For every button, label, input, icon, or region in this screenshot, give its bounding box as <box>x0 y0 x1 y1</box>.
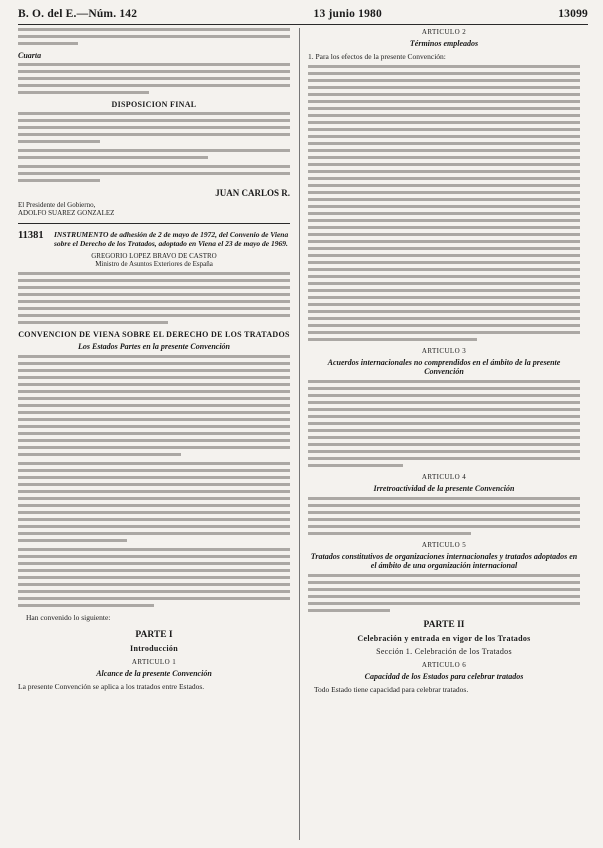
text-line <box>308 135 580 138</box>
text-line <box>308 107 580 110</box>
text-line <box>308 401 580 404</box>
text-line <box>308 387 580 390</box>
paragraph <box>18 63 290 94</box>
text-line <box>18 179 100 182</box>
convention-title: CONVENCION DE VIENA SOBRE EL DERECHO DE LOS TRATADOS <box>18 330 290 339</box>
text-line <box>308 275 580 278</box>
text-line <box>308 156 580 159</box>
text-line <box>308 128 580 131</box>
text-line <box>18 383 290 386</box>
text-line <box>18 604 154 607</box>
text-line <box>18 112 290 115</box>
text-line <box>308 205 580 208</box>
text-line <box>308 602 580 605</box>
entry-title: INSTRUMENTO de adhesión de 2 de mayo de 1972, del Convenio de Viena sobre el Derecho de los Tratados, adoptado en Viena el 23 de mayo de 1969. <box>54 230 289 248</box>
text-line <box>18 548 290 551</box>
paragraph <box>18 28 290 45</box>
article-6-title: Capacidad de los Estados para celebrar tratados <box>364 672 524 681</box>
publication-title: B. O. del E.—Núm. 142 <box>18 8 138 20</box>
text-line <box>308 609 390 612</box>
text-line <box>308 331 580 334</box>
text-line <box>18 518 290 521</box>
text-line <box>308 415 580 418</box>
minister-signature: El Presidente del Gobierno, ADOLFO SUAREZ GONZALEZ <box>18 201 115 217</box>
text-line <box>18 156 208 159</box>
text-line <box>308 525 580 528</box>
text-line <box>18 590 290 593</box>
text-line <box>308 380 580 383</box>
text-line <box>18 562 290 565</box>
text-line <box>18 390 290 393</box>
text-line <box>308 142 580 145</box>
text-line <box>308 198 580 201</box>
text-line <box>18 432 290 435</box>
instrument-entry <box>18 230 290 252</box>
text-line <box>18 504 290 507</box>
article-4-title: Irretroactividad de la presente Convención <box>373 484 515 493</box>
page-number: 13099 <box>558 8 588 20</box>
text-line <box>308 450 580 453</box>
text-line <box>308 324 580 327</box>
text-line <box>18 418 290 421</box>
text-line <box>18 42 78 45</box>
text-line <box>18 497 290 500</box>
text-line <box>308 268 580 271</box>
text-line <box>308 254 580 257</box>
text-line <box>308 296 580 299</box>
text-line <box>18 355 290 358</box>
text-line <box>308 65 580 68</box>
text-line <box>308 464 403 467</box>
king-signature: JUAN CARLOS R. <box>215 188 290 198</box>
column-divider <box>299 28 300 840</box>
text-line <box>18 583 290 586</box>
text-line <box>308 121 580 124</box>
text-line <box>18 376 290 379</box>
publication-date: 13 junio 1980 <box>313 8 382 20</box>
text-line <box>308 518 580 521</box>
text-line <box>308 497 580 500</box>
text-line <box>18 35 290 38</box>
text-line <box>308 581 580 584</box>
article-3-heading: ARTICULO 3 <box>421 347 467 355</box>
text-line <box>308 191 580 194</box>
text-line <box>308 511 580 514</box>
paragraph <box>18 149 290 159</box>
entry-number: 11381 <box>18 230 44 241</box>
paragraph <box>18 548 290 607</box>
text-line <box>18 149 290 152</box>
article-1-heading: ARTICULO 1 <box>131 658 177 666</box>
text-line <box>18 293 290 296</box>
article-2-title: Términos empleados <box>409 39 479 48</box>
right-column <box>308 28 580 694</box>
page-header <box>18 6 588 22</box>
disposicion-final-heading: DISPOSICION FINAL <box>111 100 197 109</box>
part-two-title: Celebración y entrada en vigor de los Tratados <box>357 634 531 643</box>
text-line <box>308 233 580 236</box>
cuarta-heading: Cuarta <box>18 51 42 60</box>
paragraph <box>18 462 290 542</box>
text-line <box>18 411 290 414</box>
text-line <box>18 126 290 129</box>
paragraph <box>308 65 580 341</box>
article-2-lead: 1. Para los efectos de la presente Convención: <box>308 52 446 61</box>
text-line <box>18 532 290 535</box>
parties-heading: Los Estados Partes en la presente Convención <box>77 342 230 351</box>
article-3-title: Acuerdos internacionales no comprendidos en el ámbito de la presente Convención <box>327 358 561 376</box>
text-line <box>308 100 580 103</box>
text-line <box>18 307 290 310</box>
text-line <box>18 446 290 449</box>
text-line <box>308 79 580 82</box>
text-line <box>18 314 290 317</box>
text-line <box>308 574 580 577</box>
text-line <box>18 279 290 282</box>
text-line <box>308 588 580 591</box>
text-line <box>308 219 580 222</box>
text-line <box>18 140 100 143</box>
section-1-heading: Sección 1. Celebración de los Tratados <box>376 647 512 656</box>
text-line <box>308 226 580 229</box>
article-2-heading: ARTICULO 2 <box>421 28 467 36</box>
text-line <box>308 170 580 173</box>
section-rule <box>18 223 290 224</box>
paragraph <box>18 112 290 143</box>
text-line <box>308 72 580 75</box>
entry-author: GREGORIO LOPEZ BRAVO DE CASTRO Ministro de Asuntos Exteriores de España <box>91 252 217 268</box>
text-line <box>18 462 290 465</box>
left-column <box>18 28 290 691</box>
article-6-heading: ARTICULO 6 <box>421 661 467 669</box>
article-1-title: Alcance de la presente Convención <box>96 669 212 678</box>
paragraph <box>308 380 580 467</box>
text-line <box>308 149 580 152</box>
text-line <box>308 338 477 341</box>
part-two-heading: PARTE II <box>423 620 465 630</box>
text-line <box>18 525 290 528</box>
text-line <box>18 469 290 472</box>
text-line <box>18 576 290 579</box>
text-line <box>18 476 290 479</box>
article-4-heading: ARTICULO 4 <box>421 473 467 481</box>
paragraph <box>308 497 580 535</box>
text-line <box>308 177 580 180</box>
text-line <box>308 184 580 187</box>
article-5-title: Tratados constitutivos de organizaciones internacionales y tratados adoptados en el ámbito de una organización internacional <box>310 552 578 570</box>
paragraph <box>308 574 580 612</box>
text-line <box>308 394 580 397</box>
agreed-line: Han convenido lo siguiente: <box>26 613 111 622</box>
text-line <box>18 555 290 558</box>
text-line <box>18 77 290 80</box>
text-line <box>308 114 580 117</box>
article-5-heading: ARTICULO 5 <box>421 541 467 549</box>
introduction-heading: Introducción <box>130 644 178 653</box>
text-line <box>18 539 127 542</box>
text-line <box>308 303 580 306</box>
text-line <box>18 172 290 175</box>
text-line <box>18 397 290 400</box>
text-line <box>308 429 580 432</box>
text-line <box>308 282 580 285</box>
text-line <box>308 240 580 243</box>
text-line <box>18 483 290 486</box>
text-line <box>308 163 580 166</box>
text-line <box>18 511 290 514</box>
text-line <box>308 317 580 320</box>
text-line <box>18 133 290 136</box>
text-line <box>18 119 290 122</box>
text-line <box>18 28 290 31</box>
text-line <box>308 310 580 313</box>
text-line <box>18 439 290 442</box>
text-line <box>308 86 580 89</box>
text-line <box>308 289 580 292</box>
text-line <box>18 91 149 94</box>
text-line <box>18 272 290 275</box>
part-one-heading: PARTE I <box>135 630 173 640</box>
text-line <box>308 247 580 250</box>
text-line <box>18 70 290 73</box>
text-line <box>308 408 580 411</box>
text-line <box>308 532 471 535</box>
text-line <box>18 490 290 493</box>
text-line <box>18 569 290 572</box>
text-line <box>18 597 290 600</box>
text-line <box>18 453 181 456</box>
paragraph <box>18 355 290 456</box>
article-1-text: La presente Convención se aplica a los tratados entre Estados. <box>18 682 205 691</box>
paragraph <box>18 272 290 324</box>
article-6-text: Todo Estado tiene capacidad para celebrar tratados. <box>314 685 469 694</box>
text-line <box>308 422 580 425</box>
text-line <box>308 261 580 264</box>
text-line <box>18 63 290 66</box>
text-line <box>18 404 290 407</box>
text-line <box>308 212 580 215</box>
header-rule <box>18 24 588 25</box>
text-line <box>18 369 290 372</box>
text-line <box>18 425 290 428</box>
text-line <box>308 93 580 96</box>
text-line <box>18 165 290 168</box>
text-line <box>18 300 290 303</box>
text-line <box>308 504 580 507</box>
text-line <box>308 595 580 598</box>
text-line <box>18 321 168 324</box>
text-line <box>308 436 580 439</box>
text-line <box>18 84 290 87</box>
text-line <box>18 286 290 289</box>
paragraph <box>18 165 290 182</box>
text-line <box>308 443 580 446</box>
text-line <box>308 457 580 460</box>
text-line <box>18 362 290 365</box>
